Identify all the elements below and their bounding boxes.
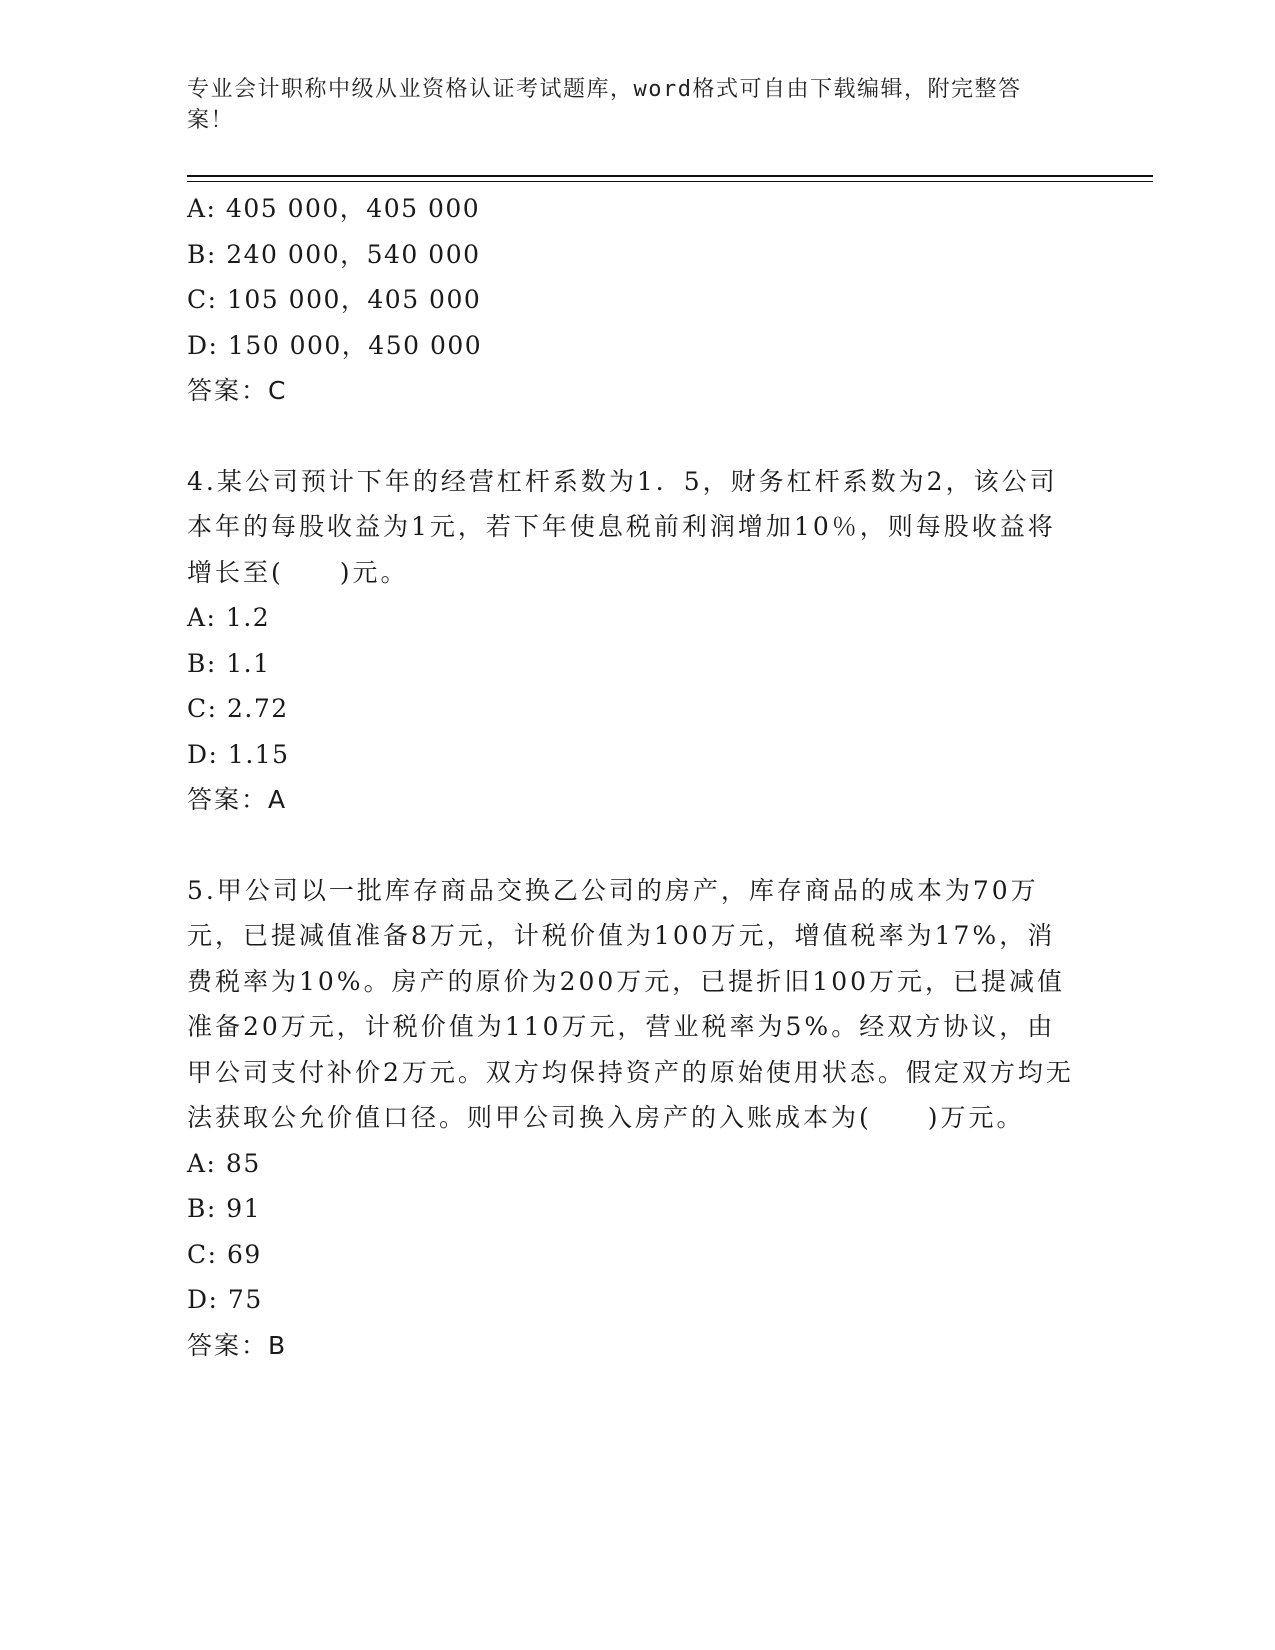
- question-5-block: [187, 868, 1087, 1369]
- q5-option-d: D: 75: [187, 1285, 263, 1314]
- spacer: [187, 414, 1087, 459]
- page-header: 专业会计职称中级从业资格认证考试题库，word格式可自由下载编辑，附完整答案！: [187, 77, 1022, 133]
- q5-option-c: C: 69: [187, 1239, 262, 1269]
- q4-option-c: C: 2.72: [187, 694, 289, 723]
- document-body: [187, 186, 1087, 1368]
- q5-option-a: A: 85: [187, 1148, 261, 1178]
- question-4-block: [187, 459, 1087, 823]
- q3-option-b: B: 240 000，540 000: [187, 239, 481, 269]
- q3-option-a: A: 405 000，405 000: [187, 194, 481, 223]
- question-3-block: [187, 186, 1087, 414]
- q5-option-b: B: 91: [187, 1194, 262, 1223]
- q4-option-a: A: 1.2: [187, 603, 271, 632]
- q4-answer: 答案：A: [187, 785, 288, 814]
- spacer: [187, 823, 1087, 868]
- q4-question-text: 4.某公司预计下年的经营杠杆系数为1．5，财务杠杆系数为2，该公司本年的每股收益为1元，若下年使息税前利润增加10％，则每股收益将增长至( )元。: [187, 466, 1058, 587]
- q3-answer: 答案：C: [187, 376, 288, 405]
- q3-option-d: D: 150 000，450 000: [187, 330, 483, 360]
- header-divider-thick: [187, 175, 1153, 177]
- q4-option-b: B: 1.1: [187, 648, 271, 678]
- q5-question-text: 5.甲公司以一批库存商品交换乙公司的房产，库存商品的成本为70万元，已提减值准备8万元，计税价值为100万元，增值税率为17%，消费税率为10%。房产的原价为200万元，已提折旧100万元，已提减值准备20万元，计税价值为110万元，营业税率为5%。经双方协议，由甲公司支付补价2万元。双方均保持资产的原始使用状态。假定双方均无法获取公允价值口径。则甲公司换入房产的入账成本为( )万元。: [187, 875, 1074, 1132]
- q4-option-d: D: 1.15: [187, 739, 290, 769]
- q3-option-c: C: 105 000，405 000: [187, 285, 482, 314]
- q5-answer: 答案：B: [187, 1330, 288, 1360]
- header-divider-thin: [187, 181, 1153, 182]
